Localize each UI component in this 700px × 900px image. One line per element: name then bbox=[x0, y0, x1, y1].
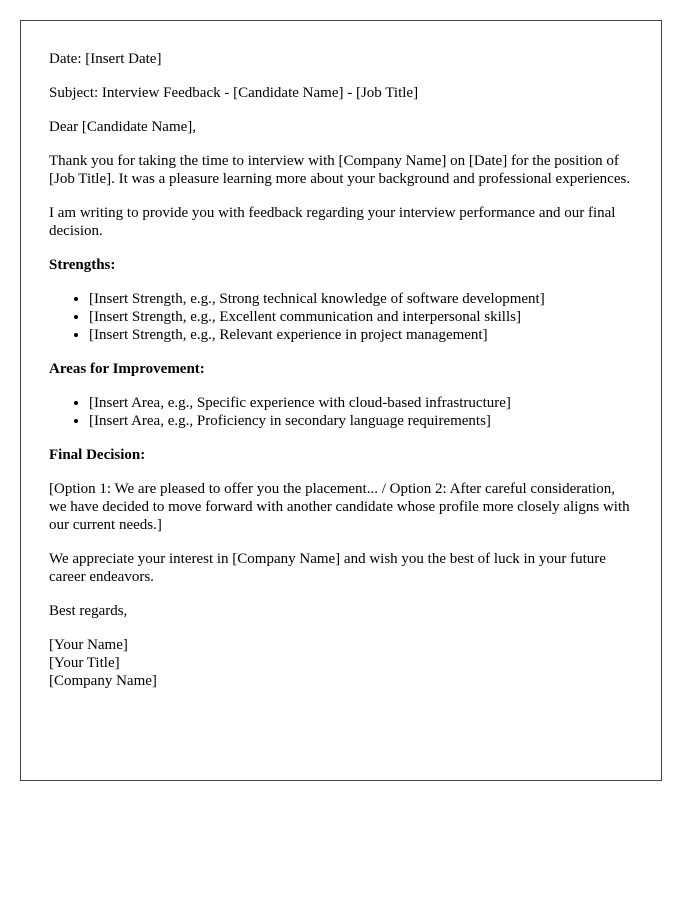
signature-block bbox=[49, 636, 633, 690]
signature-name: [Your Name] bbox=[49, 637, 128, 653]
decision-heading: Final Decision: bbox=[49, 447, 146, 463]
strengths-heading: Strengths: bbox=[49, 257, 116, 273]
letter-decision: [Option 1: We are pleased to offer you the placement... / Option 2: After careful consideration, we have decided to move forward with another candidate whose profile more closely aligns with our current needs.] bbox=[49, 481, 630, 533]
improvement-heading: Areas for Improvement: bbox=[49, 361, 205, 377]
letter-subject: Subject: Interview Feedback - [Candidate Name] - [Job Title] bbox=[49, 85, 419, 101]
letter-greeting: Dear [Candidate Name], bbox=[49, 119, 197, 135]
letter-intro: Thank you for taking the time to interview with [Company Name] on [Date] for the position of [Job Title]. It was a pleasure learning more about your background and professional experiences. bbox=[49, 153, 631, 187]
signature-title: [Your Title] bbox=[49, 655, 120, 671]
letter-container bbox=[20, 20, 662, 781]
improvement-item: • [Insert Area, e.g., Specific experience with cloud-based infrastructure] bbox=[89, 394, 633, 412]
letter-date: Date: [Insert Date] bbox=[49, 51, 162, 67]
letter-purpose: I am writing to provide you with feedback regarding your interview performance and our final decision. bbox=[49, 205, 616, 239]
strengths-list bbox=[49, 290, 633, 344]
letter-sign-off: Best regards, bbox=[49, 603, 128, 619]
strength-item: • [Insert Strength, e.g., Relevant experience in project management] bbox=[89, 326, 633, 344]
improvement-item: • [Insert Area, e.g., Proficiency in secondary language requirements] bbox=[89, 412, 633, 430]
strength-item: • [Insert Strength, e.g., Excellent communication and interpersonal skills] bbox=[89, 308, 633, 326]
letter-closing-paragraph: We appreciate your interest in [Company Name] and wish you the best of luck in your future career endeavors. bbox=[49, 551, 606, 585]
strength-item: • [Insert Strength, e.g., Strong technical knowledge of software development] bbox=[89, 290, 633, 308]
improvement-list bbox=[49, 394, 633, 430]
signature-company: [Company Name] bbox=[49, 673, 157, 689]
